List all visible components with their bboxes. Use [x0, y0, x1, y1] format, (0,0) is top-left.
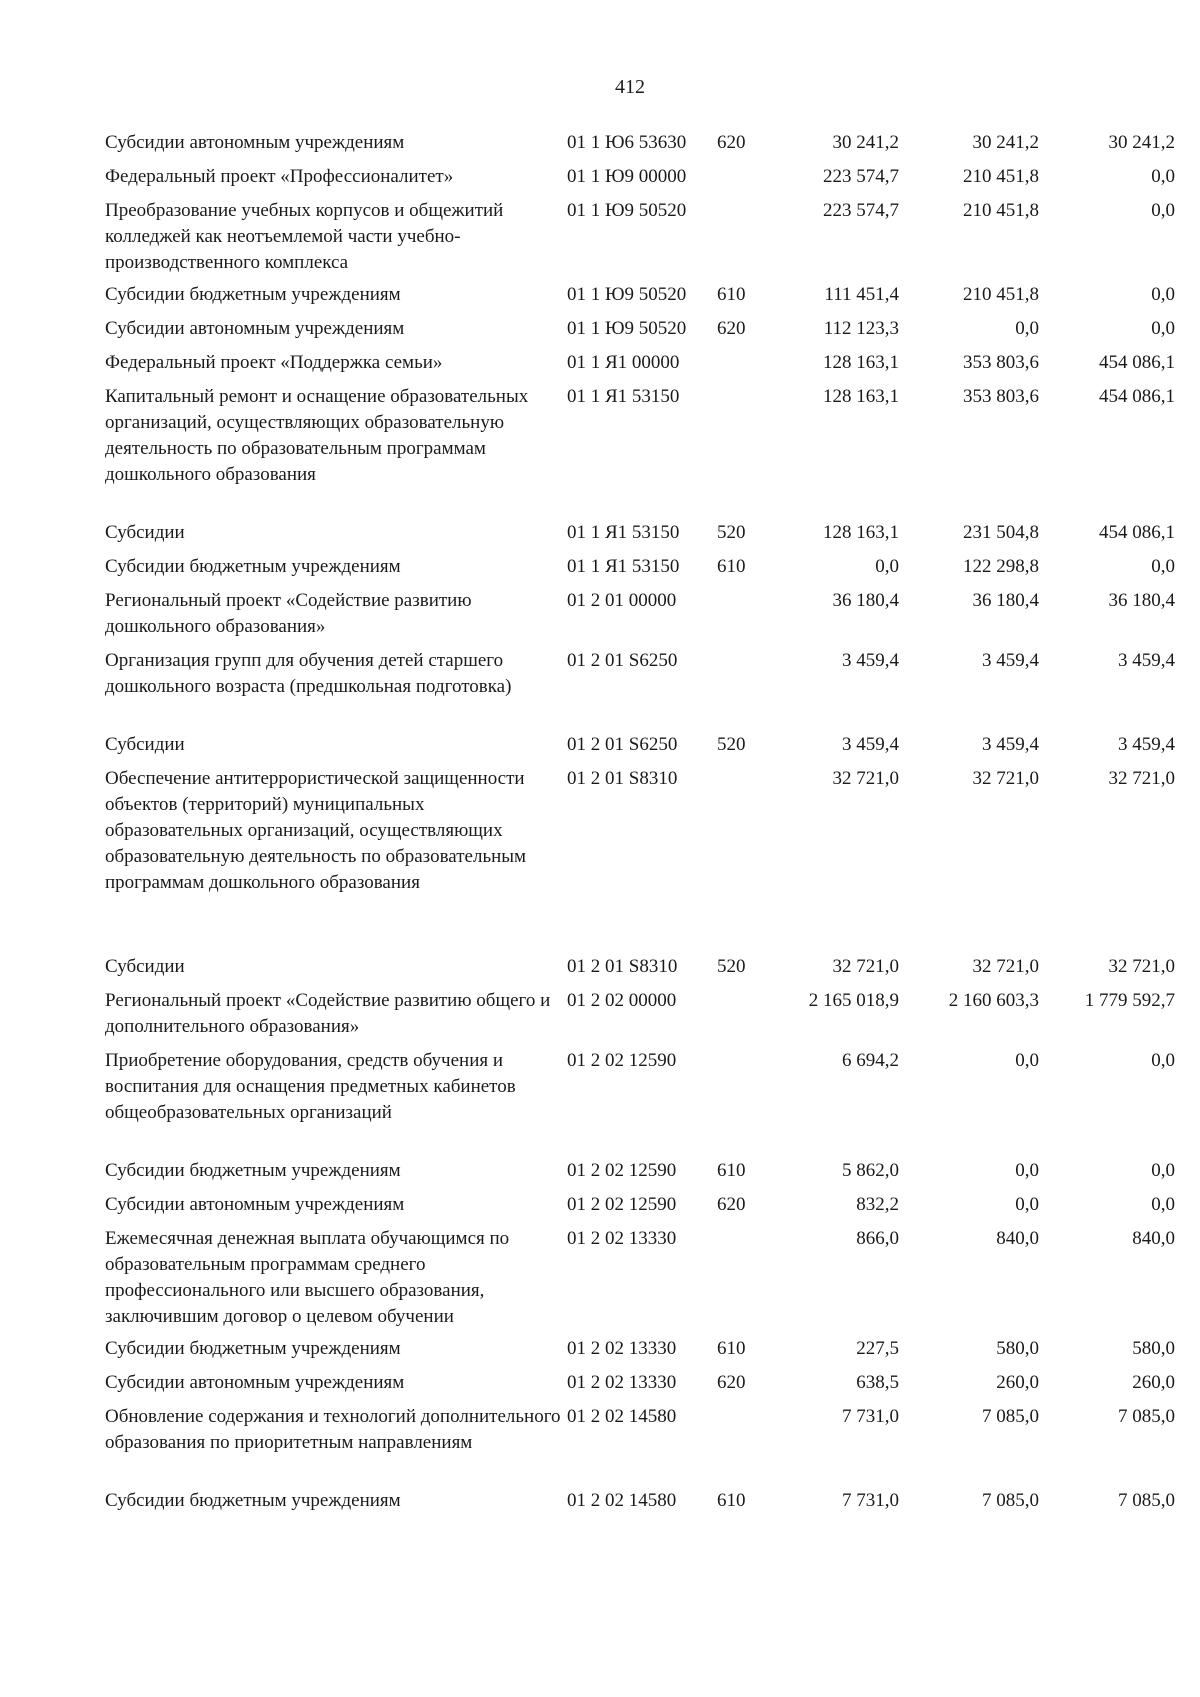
row-type [717, 198, 767, 282]
row-value-1: 6 694,2 [842, 1050, 899, 1071]
row-value-3: 32 721,0 [1108, 768, 1175, 789]
row-value-2: 353 803,6 [963, 352, 1039, 373]
row-value-1: 36 180,4 [832, 590, 899, 611]
row-code: 01 2 01 S6250 [567, 734, 678, 755]
row-value-1: 2 165 018,9 [808, 990, 899, 1011]
table-row [105, 282, 1175, 316]
row-value-1: 7 731,0 [842, 1406, 899, 1427]
table-row [105, 130, 1175, 164]
row-value-3: 0,0 [1151, 1050, 1175, 1071]
row-type [717, 384, 767, 520]
row-code: 01 2 02 13330 [567, 1338, 677, 1359]
row-value-3: 0,0 [1151, 1194, 1175, 1215]
row-name: Субсидии [105, 522, 185, 543]
row-value-2: 3 459,4 [982, 734, 1039, 755]
row-value-2: 0,0 [1015, 1160, 1039, 1181]
row-value-3: 580,0 [1132, 1338, 1175, 1359]
budget-table [105, 130, 1175, 1522]
row-value-1: 128 163,1 [823, 386, 899, 407]
row-name: Преобразование учебных корпусов и общежитий колледжей как неотъемлемой части учебно-производственного комплекса [105, 200, 504, 273]
row-value-3: 0,0 [1151, 318, 1175, 339]
row-code: 01 2 01 S6250 [567, 650, 678, 671]
row-value-2: 210 451,8 [963, 166, 1039, 187]
row-type [717, 350, 767, 384]
row-name: Субсидии [105, 734, 185, 755]
row-name: Субсидии бюджетным учреждениям [105, 284, 401, 305]
row-type: 520 [717, 734, 746, 755]
row-code: 01 2 02 12590 [567, 1160, 677, 1181]
row-value-2: 7 085,0 [982, 1406, 1039, 1427]
row-name: Региональный проект «Содействие развитию дошкольного образования» [105, 590, 472, 637]
row-value-1: 866,0 [856, 1228, 899, 1249]
row-type: 610 [717, 284, 746, 305]
row-type [717, 1226, 767, 1336]
row-name: Субсидии автономным учреждениям [105, 132, 405, 153]
row-code: 01 1 Я1 53150 [567, 556, 680, 577]
row-type: 520 [717, 522, 746, 543]
row-type: 620 [717, 132, 746, 153]
table-row [105, 732, 1175, 766]
row-name: Субсидии автономным учреждениям [105, 318, 405, 339]
row-type: 620 [717, 1194, 746, 1215]
row-code: 01 1 Ю9 00000 [567, 166, 687, 187]
row-value-1: 128 163,1 [823, 352, 899, 373]
row-type: 520 [717, 956, 746, 977]
row-value-2: 32 721,0 [972, 956, 1039, 977]
row-name: Субсидии бюджетным учреждениям [105, 556, 401, 577]
row-code: 01 2 01 S8310 [567, 768, 678, 789]
table-row [105, 954, 1175, 988]
table-row [105, 316, 1175, 350]
table-row [105, 988, 1175, 1048]
row-value-3: 0,0 [1151, 556, 1175, 577]
row-value-2: 210 451,8 [963, 200, 1039, 221]
row-value-1: 7 731,0 [842, 1490, 899, 1511]
row-value-3: 32 721,0 [1108, 956, 1175, 977]
row-type [717, 766, 767, 954]
row-value-3: 0,0 [1151, 200, 1175, 221]
row-name: Субсидии автономным учреждениям [105, 1194, 405, 1215]
row-value-1: 32 721,0 [832, 956, 899, 977]
row-name: Организация групп для обучения детей старшего дошкольного возраста (предшкольная подготовка) [105, 650, 512, 697]
row-type: 620 [717, 318, 746, 339]
table-row [105, 520, 1175, 554]
table-row [105, 648, 1175, 732]
row-value-2: 32 721,0 [972, 768, 1039, 789]
row-value-3: 0,0 [1151, 284, 1175, 305]
row-value-1: 111 451,4 [824, 284, 899, 305]
row-value-2: 30 241,2 [972, 132, 1039, 153]
row-code: 01 2 02 12590 [567, 1050, 677, 1071]
row-value-1: 128 163,1 [823, 522, 899, 543]
row-value-3: 7 085,0 [1118, 1406, 1175, 1427]
row-name: Субсидии бюджетным учреждениям [105, 1160, 401, 1181]
row-code: 01 1 Ю9 50520 [567, 200, 687, 221]
row-code: 01 2 02 13330 [567, 1372, 677, 1393]
table-row [105, 1048, 1175, 1158]
row-value-3: 454 086,1 [1099, 352, 1175, 373]
row-value-3: 840,0 [1132, 1228, 1175, 1249]
row-value-2: 2 160 603,3 [948, 990, 1039, 1011]
table-row [105, 1158, 1175, 1192]
row-code: 01 1 Я1 53150 [567, 386, 680, 407]
row-value-1: 112 123,3 [823, 318, 899, 339]
row-value-3: 3 459,4 [1118, 734, 1175, 755]
row-type: 610 [717, 1490, 746, 1511]
row-type: 620 [717, 1372, 746, 1393]
row-value-2: 210 451,8 [963, 284, 1039, 305]
row-value-3: 7 085,0 [1118, 1490, 1175, 1511]
row-type [717, 1404, 767, 1488]
row-value-1: 227,5 [856, 1338, 899, 1359]
row-type: 610 [717, 1160, 746, 1181]
row-name: Субсидии бюджетным учреждениям [105, 1490, 401, 1511]
table-row [105, 1404, 1175, 1488]
row-code: 01 1 Ю6 53630 [567, 132, 687, 153]
table-row [105, 1370, 1175, 1404]
row-value-1: 5 862,0 [842, 1160, 899, 1181]
row-name: Ежемесячная денежная выплата обучающимся по образовательным программам среднего профессионального или высшего образования, заключившим договор о целевом обучении [105, 1228, 510, 1327]
row-code: 01 1 Я1 53150 [567, 522, 680, 543]
row-value-2: 0,0 [1015, 318, 1039, 339]
page-number: 412 [615, 76, 645, 98]
row-value-3: 1 779 592,7 [1084, 990, 1175, 1011]
row-code: 01 2 02 00000 [567, 990, 677, 1011]
row-value-1: 0,0 [875, 556, 899, 577]
row-value-1: 832,2 [856, 1194, 899, 1215]
row-type [717, 988, 767, 1048]
table-row [105, 384, 1175, 520]
row-value-2: 7 085,0 [982, 1490, 1039, 1511]
row-value-3: 36 180,4 [1108, 590, 1175, 611]
row-value-1: 30 241,2 [832, 132, 899, 153]
row-code: 01 2 01 00000 [567, 590, 677, 611]
table-row [105, 766, 1175, 954]
row-value-2: 260,0 [996, 1372, 1039, 1393]
row-type [717, 648, 767, 732]
table-row [105, 1226, 1175, 1336]
row-name: Федеральный проект «Поддержка семьи» [105, 352, 443, 373]
row-name: Приобретение оборудования, средств обучения и воспитания для оснащения предметных кабинетов общеобразовательных организаций [105, 1050, 516, 1123]
row-value-2: 580,0 [996, 1338, 1039, 1359]
table-row [105, 164, 1175, 198]
row-name: Субсидии автономным учреждениям [105, 1372, 405, 1393]
row-name: Региональный проект «Содействие развитию общего и дополнительного образования» [105, 990, 551, 1037]
row-code: 01 1 Ю9 50520 [567, 284, 687, 305]
row-code: 01 1 Я1 00000 [567, 352, 680, 373]
row-name: Обновление содержания и технологий дополнительного образования по приоритетным направлениям [105, 1406, 561, 1453]
row-value-2: 353 803,6 [963, 386, 1039, 407]
row-value-1: 32 721,0 [832, 768, 899, 789]
row-type: 610 [717, 556, 746, 577]
row-value-3: 3 459,4 [1118, 650, 1175, 671]
row-code: 01 2 02 13330 [567, 1228, 677, 1249]
row-type [717, 588, 767, 648]
table-row [105, 588, 1175, 648]
row-value-1: 223 574,7 [823, 166, 899, 187]
row-name: Субсидии [105, 956, 185, 977]
table-row [105, 1336, 1175, 1370]
row-type [717, 1048, 767, 1158]
row-value-3: 454 086,1 [1099, 386, 1175, 407]
row-value-1: 223 574,7 [823, 200, 899, 221]
row-value-1: 3 459,4 [842, 650, 899, 671]
row-type [717, 164, 767, 198]
row-value-3: 0,0 [1151, 166, 1175, 187]
row-value-2: 0,0 [1015, 1194, 1039, 1215]
table-row [105, 554, 1175, 588]
table-row [105, 350, 1175, 384]
table-row [105, 1192, 1175, 1226]
row-value-2: 231 504,8 [963, 522, 1039, 543]
row-value-2: 0,0 [1015, 1050, 1039, 1071]
row-type: 610 [717, 1338, 746, 1359]
row-name: Обеспечение антитеррористической защищенности объектов (территорий) муниципальных образовательных организаций, осуществляющих образовательную деятельность по образовательным программам дошкольного образования [105, 768, 527, 893]
row-name: Федеральный проект «Профессионалитет» [105, 166, 454, 187]
table-row [105, 1488, 1175, 1522]
row-name: Субсидии бюджетным учреждениям [105, 1338, 401, 1359]
row-code: 01 2 01 S8310 [567, 956, 678, 977]
row-code: 01 1 Ю9 50520 [567, 318, 687, 339]
row-value-3: 30 241,2 [1108, 132, 1175, 153]
row-value-2: 36 180,4 [972, 590, 1039, 611]
row-code: 01 2 02 14580 [567, 1406, 677, 1427]
row-value-2: 3 459,4 [982, 650, 1039, 671]
row-value-2: 840,0 [996, 1228, 1039, 1249]
table-row [105, 198, 1175, 282]
row-code: 01 2 02 14580 [567, 1490, 677, 1511]
row-value-1: 3 459,4 [842, 734, 899, 755]
row-value-2: 122 298,8 [963, 556, 1039, 577]
row-value-1: 638,5 [856, 1372, 899, 1393]
row-name: Капитальный ремонт и оснащение образовательных организаций, осуществляющих образовательную деятельность по образовательным программам дошкольного образования [105, 386, 529, 485]
row-value-3: 0,0 [1151, 1160, 1175, 1181]
row-value-3: 260,0 [1132, 1372, 1175, 1393]
row-value-3: 454 086,1 [1099, 522, 1175, 543]
row-code: 01 2 02 12590 [567, 1194, 677, 1215]
